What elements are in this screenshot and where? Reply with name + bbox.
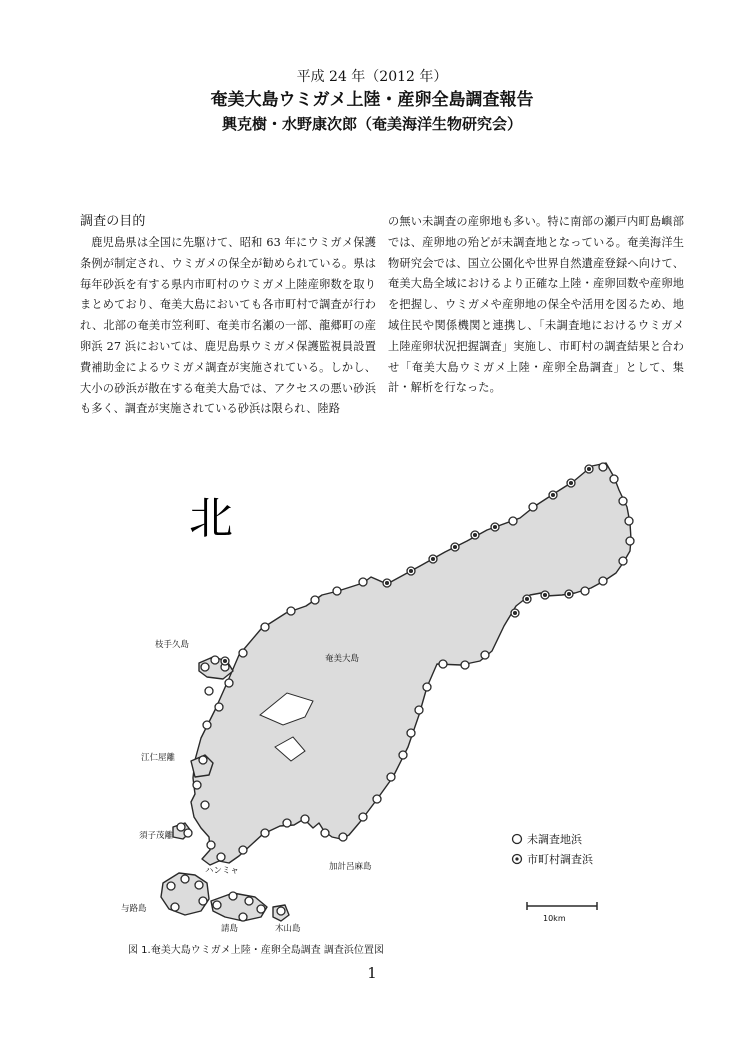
beach-marker xyxy=(339,833,347,841)
beach-marker xyxy=(199,897,207,905)
beach-marker xyxy=(171,903,179,911)
beach-marker xyxy=(201,801,209,809)
beach-marker xyxy=(399,751,407,759)
body-paragraph-right: の無い未調査の産卵地も多い。特に南部の瀬戸内町島嶼部では、産卵地の殆どが未調査地となっている。奄美海洋生物研究会では、国立公園化や世界自然遺産登録へ向けて、奄美大島全域におけるより正確な上陸・産卵回数や産卵地を把握し、ウミガメや産卵地の保全や活用を図るため、地域住民や関係機関と連携し、「未調査地におけるウミガメ上陸産卵状況把握調査」実施し、市町村の調査結果と合わせ「奄美大島ウミガメ上陸・産卵全島調査」として、集計・解析を行なった。 xyxy=(388,215,684,395)
beach-marker xyxy=(239,913,247,921)
beach-marker xyxy=(373,795,381,803)
label-yoro: 与路島 xyxy=(121,904,147,914)
beach-marker xyxy=(311,596,319,604)
beach-marker xyxy=(610,475,618,483)
label-kakeroma: 加計呂麻島 xyxy=(329,862,372,872)
beach-marker-double xyxy=(511,609,519,617)
beach-marker-double xyxy=(471,531,479,539)
report-title: 奄美大島ウミガメ上陸・産卵全島調査報告 xyxy=(210,90,534,110)
section-heading: 調査の目的 xyxy=(80,214,146,229)
beach-marker xyxy=(625,517,633,525)
beach-marker xyxy=(203,721,211,729)
label-uke: 請島 xyxy=(221,924,239,934)
report-authors: 興克樹・水野康次郎（奄美海洋生物研究会） xyxy=(221,115,522,133)
beach-marker xyxy=(423,683,431,691)
beach-marker xyxy=(359,578,367,586)
beach-marker xyxy=(184,829,192,837)
beach-marker-double xyxy=(567,479,575,487)
beach-marker xyxy=(239,846,247,854)
legend-unsurveyed-icon xyxy=(513,835,522,844)
beach-marker-double xyxy=(565,590,573,598)
beach-marker xyxy=(245,897,253,905)
label-edateku: 枝手久島 xyxy=(155,640,190,650)
beach-marker xyxy=(167,882,175,890)
beach-marker xyxy=(261,623,269,631)
beach-marker xyxy=(619,497,627,505)
beach-marker xyxy=(195,881,203,889)
page-number: 1 xyxy=(367,964,377,982)
body-paragraph-left: 鹿児島県は全国に先駆けて、昭和 63 年にウミガメ保護条例が制定され、ウミガメの保全が勧められている。県は毎年砂浜を有する県内市町村のウミガメ上陸産卵数を取りまとめており、奄美大島においても各市町村で調査が行われ、北部の奄美市笠利町、奄美市名瀬の一部、龍郷町の産卵浜 27 浜においては、鹿児島県ウミガメ保護監視員設置費補助金によるウミガメ調査が実施されている。しかし、大小の砂浜が散在する奄美大島では、アクセスの悪い砂浜も多く、調査が実施されている砂浜は限られ、陸路 xyxy=(80,236,376,416)
beach-marker xyxy=(181,875,189,883)
label-enijiya: 江仁屋離 xyxy=(141,753,176,763)
legend-unsurveyed-label: 未調査地浜 xyxy=(527,833,582,846)
beach-marker xyxy=(261,829,269,837)
beach-marker-double xyxy=(491,523,499,531)
beach-marker xyxy=(217,853,225,861)
beach-marker xyxy=(213,901,221,909)
beach-marker xyxy=(599,577,607,585)
year-line: 平成 24 年（2012 年） xyxy=(296,69,448,85)
map-scale-bar xyxy=(527,902,597,923)
beach-marker xyxy=(287,607,295,615)
beach-marker xyxy=(229,892,237,900)
beach-marker xyxy=(201,663,209,671)
map-legend xyxy=(513,832,594,866)
beach-marker-double xyxy=(383,579,391,587)
beach-marker xyxy=(207,841,215,849)
beach-marker-double xyxy=(549,491,557,499)
label-hanmiya: ハンミャ xyxy=(205,866,239,876)
beach-marker xyxy=(481,651,489,659)
beach-marker xyxy=(301,815,309,823)
beach-marker xyxy=(215,703,223,711)
beach-marker xyxy=(277,907,285,915)
beach-marker xyxy=(415,706,423,714)
figure-caption: 図 1.奄美大島ウミガメ上陸・産卵全島調査 調査浜位置図 xyxy=(128,945,384,956)
label-suko: 須子茂離 xyxy=(139,831,174,841)
label-amami: 奄美大島 xyxy=(325,654,360,664)
amami-main-island xyxy=(191,463,631,865)
beach-marker xyxy=(407,729,415,737)
beach-marker-double xyxy=(523,595,531,603)
beach-marker xyxy=(199,756,207,764)
beach-marker xyxy=(626,537,634,545)
label-kiyama: 木山島 xyxy=(275,924,301,934)
north-arrow-symbol: 北 xyxy=(189,493,233,544)
beach-marker xyxy=(599,463,607,471)
beach-marker xyxy=(211,656,219,664)
beach-marker xyxy=(205,687,213,695)
beach-marker xyxy=(529,503,537,511)
beach-marker xyxy=(177,823,185,831)
text-column-left xyxy=(80,212,376,420)
beach-marker-double xyxy=(451,543,459,551)
beach-marker-double xyxy=(407,567,415,575)
north-arrow xyxy=(189,493,233,544)
beach-marker xyxy=(225,679,233,687)
beach-marker xyxy=(461,661,469,669)
report-header xyxy=(0,66,744,136)
beach-marker xyxy=(193,781,201,789)
beach-marker xyxy=(283,819,291,827)
scale-label: 10km xyxy=(543,914,566,923)
beach-marker-double xyxy=(221,657,229,665)
beach-marker xyxy=(257,905,265,913)
beach-marker-double xyxy=(429,555,437,563)
legend-municipal-label: 市町村調査浜 xyxy=(527,853,593,866)
beach-marker-double xyxy=(541,591,549,599)
beach-marker xyxy=(359,813,367,821)
beach-marker xyxy=(619,557,627,565)
beach-marker xyxy=(581,587,589,595)
beach-marker xyxy=(509,517,517,525)
text-column-right xyxy=(388,212,684,399)
beach-marker xyxy=(333,587,341,595)
beach-marker xyxy=(387,773,395,781)
beach-location-map xyxy=(115,455,635,945)
beach-marker-double xyxy=(585,465,593,473)
beach-marker xyxy=(321,829,329,837)
beach-marker xyxy=(439,660,447,668)
beach-marker xyxy=(239,649,247,657)
